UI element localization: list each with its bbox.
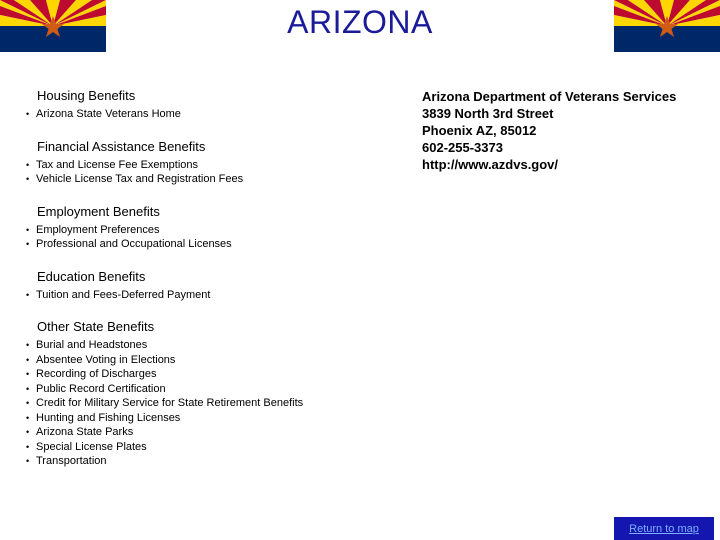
list-item: • Tax and License Fee Exemptions	[26, 158, 386, 173]
section-heading: Housing Benefits	[37, 88, 136, 103]
section-other	[26, 319, 386, 469]
bullet-list	[26, 158, 386, 187]
bullet-list	[26, 107, 386, 122]
list-item: • Special License Plates	[26, 440, 386, 455]
section-education	[26, 269, 386, 303]
list-item: • Absentee Voting in Elections	[26, 353, 386, 368]
contact-org: Arizona Department of Veterans Services	[422, 89, 677, 104]
list-item: • Tuition and Fees-Deferred Payment	[26, 288, 386, 303]
list-item: • Credit for Military Service for State Retirement Benefits	[26, 396, 386, 411]
list-item: • Transportation	[26, 454, 386, 469]
section-housing	[26, 88, 386, 122]
section-heading: Financial Assistance Benefits	[37, 138, 206, 154]
list-item: • Employment Preferences	[26, 223, 386, 238]
list-item: • Vehicle License Tax and Registration Fees	[26, 172, 386, 187]
list-item: • Burial and Headstones	[26, 338, 386, 353]
list-item: • Hunting and Fishing Licenses	[26, 411, 386, 426]
list-item: • Recording of Discharges	[26, 367, 386, 382]
contact-url[interactable]: http://www.azdvs.gov/	[422, 157, 559, 172]
contact-info	[422, 88, 712, 173]
list-item: • Arizona State Parks	[26, 425, 386, 440]
list-item: • Professional and Occupational Licenses	[26, 237, 386, 252]
section-heading: Other State Benefits	[37, 319, 155, 334]
contact-address: 3839 North 3rd Street	[422, 106, 554, 121]
bullet-list	[26, 338, 386, 469]
page-title: ARIZONA	[287, 4, 433, 40]
list-item: • Arizona State Veterans Home	[26, 107, 386, 122]
benefits-list	[26, 88, 386, 486]
section-heading: Education Benefits	[37, 268, 146, 284]
list-item: • Public Record Certification	[26, 382, 386, 397]
bullet-list	[26, 223, 386, 252]
contact-city: Phoenix AZ, 85012	[422, 123, 537, 138]
section-employment	[26, 204, 386, 252]
section-heading: Employment Benefits	[37, 203, 160, 219]
bullet-list	[26, 288, 386, 303]
contact-phone: 602-255-3373	[422, 140, 503, 155]
section-financial	[26, 139, 386, 187]
return-to-map-button[interactable]: Return to map	[614, 517, 714, 540]
